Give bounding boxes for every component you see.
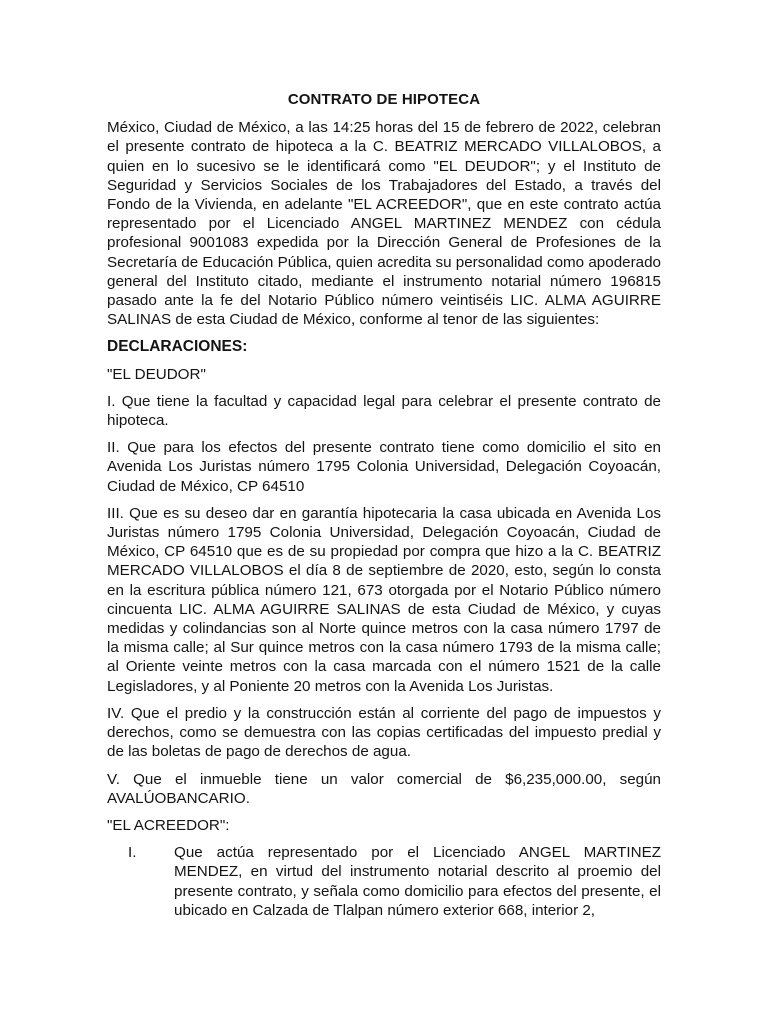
deudor-item-1: I. Que tiene la facultad y capacidad legal para celebrar el presente contrato de hipoteca. [107,392,661,430]
deudor-item-2: II. Que para los efectos del presente contrato tiene como domicilio el sito en Avenida Los Juristas número 1795 Colonia Universidad, Delegación Coyoacán, Ciudad de México, CP 64510 [107,439,661,495]
document-title: CONTRATO DE HIPOTECA [287,91,481,108]
deudor-label: "EL DEUDOR" [107,365,206,383]
acreedor-item-text: Que actúa representado por el Licenciado ANGEL MARTINEZ MENDEZ, en virtud del instrumento notarial descrito al proemio del presente contrato, y señala como domicilio para efectos del presente, el ubicado en Calzada de Tlalpan número exterior 668, interior 2, [174,844,661,919]
deudor-item-4: IV. Que el predio y la construcción están al corriente del pago de impuestos y derechos, como se demuestra con las copias certificadas del impuesto predial y de las boletas de pago de derechos de agua. [107,704,661,761]
deudor-item-5: V. Que el inmueble tiene un valor comercial de $6,235,000.00, según AVALÚOBANCARIO. [107,770,661,807]
acreedor-item-1 [107,843,661,920]
deudor-item-3: III. Que es su deseo dar en garantía hipotecaria la casa ubicada en Avenida Los Juristas número 1795 Colonia Universidad, Delegación Coyoacán, Ciudad de México, CP 64510 que es de su propiedad por compra que hizo a la C. BEATRIZ MERCADO VILLALOBOS el día 8 de septiembre de 2020, esto, según lo consta en la escritura pública número 121, 673 otorgada por el Notario Público número cincuenta LIC. ALMA AGUIRRE SALINAS de esta Ciudad de México, y cuyas medidas y colindancias son al Norte quince metros con la casa número 1797 de la misma calle; al Sur quince metros con la casa número 1793 de la misma calle; al Oriente veinte metros con la casa marcada con el número 1521 de la calle Legisladores, y al Poniente 20 metros con la Avenida Los Juristas. [107,504,661,695]
acreedor-item-number: I. [128,844,137,862]
document-page [107,90,661,920]
intro-paragraph: México, Ciudad de México, a las 14:25 horas del 15 de febrero de 2022, celebran el presente contrato de hipoteca a la C. BEATRIZ MERCADO VILLALOBOS, a quien en lo sucesivo se le identificará como "EL DEUDOR"; y el Instituto de Seguridad y Servicios Sociales de los Trabajadores del Estado, a través del Fondo de la Vivienda, en adelante "EL ACREEDOR", que en este contrato actúa representado por el Licenciado ANGEL MARTINEZ MENDEZ con cédula profesional 9001083 expedida por la Dirección General de Profesiones de la Secretaría de Educación Pública, quien acredita su personalidad como apoderado general del Instituto citado, mediante el instrumento notarial número 196815 pasado ante la fe del Notario Público número veintiséis LIC. ALMA AGUIRRE SALINAS de esta Ciudad de México, conforme al tenor de las siguientes: [107,119,661,329]
declaraciones-heading: DECLARACIONES: [107,338,248,356]
acreedor-label: "EL ACREEDOR": [107,816,230,834]
